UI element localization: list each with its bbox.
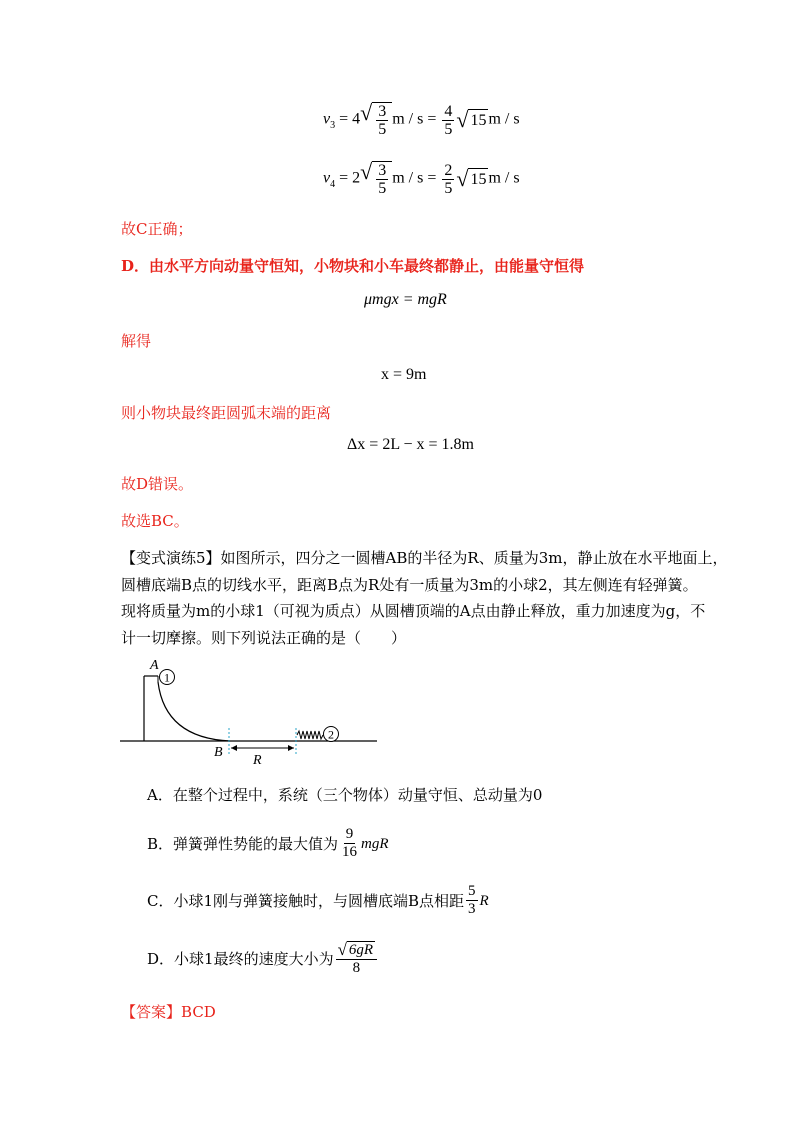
physics-figure	[115, 652, 380, 777]
problem-line-2: 圆槽底端B点的切线水平，距离B点为R处有一质量为3m的小球2，其左侧连有轻弹簧。	[121, 576, 698, 594]
solve-label: 解得	[121, 332, 152, 350]
option-a: A．在整个过程中，系统（三个物体）动量守恒、总动量为0	[147, 786, 543, 804]
problem-line-4: 计一切摩擦。则下列说法正确的是（ ）	[121, 629, 407, 647]
d-conclusion: 故D错误。	[121, 475, 194, 493]
distance-label: 则小物块最终距圆弧末端的距离	[121, 404, 332, 422]
answer-tag: 【答案】	[121, 1003, 182, 1021]
svg-text:2: 2	[328, 727, 334, 742]
equation-v4: $v_4 = 2$ √ $\frac{3}{5}$ m / s = $\frac{2}{5}$ √ 15 m / s	[323, 159, 520, 197]
svg-text:R: R	[253, 753, 262, 768]
spring-icon	[297, 731, 323, 739]
d-intro: D．由水平方向动量守恒知，小物块和小车最终都静止，由能量守恒得	[121, 257, 585, 275]
svg-text:1: 1	[164, 670, 170, 685]
svg-text:A: A	[150, 658, 159, 673]
equation-energy: μmgx = mgR	[364, 291, 447, 308]
problem-tag: 【变式演练5】	[121, 549, 221, 567]
equation-v3: $v_3 = 4$ √ $\frac{3}{5}$ m / s = $\frac{4}{5}$ √ 15 m / s	[323, 100, 520, 138]
equation-dx: Δx = 2L − x = 1.8m	[347, 436, 474, 453]
problem-line-1: 【变式演练5】如图所示，四分之一圆槽AB的半径为R、质量为3m，静止放在水平地面上，	[121, 549, 728, 567]
svg-text:B: B	[214, 745, 223, 760]
groove-arc	[158, 682, 230, 741]
c-conclusion: 故C正确；	[121, 220, 193, 238]
option-b: B．弹簧弹性势能的最大值为 $\frac{9}{16}$ mgR	[147, 826, 389, 860]
option-c: C．小球1刚与弹簧接触时，与圆槽底端B点相距 $\frac{5}{3}$ R	[147, 883, 489, 917]
option-d: D．小球1最终的速度大小为 √ 6gR 8	[147, 941, 379, 977]
answer-value: BCD	[181, 1003, 216, 1021]
problem-line-3: 现将质量为m的小球1（可视为质点）从圆槽顶端的A点由静止释放，重力加速度为g，不	[121, 602, 706, 620]
equation-x: x = 9m	[381, 366, 427, 383]
final-answer-line: 故选BC。	[121, 512, 189, 530]
answer-line	[121, 1002, 216, 1022]
